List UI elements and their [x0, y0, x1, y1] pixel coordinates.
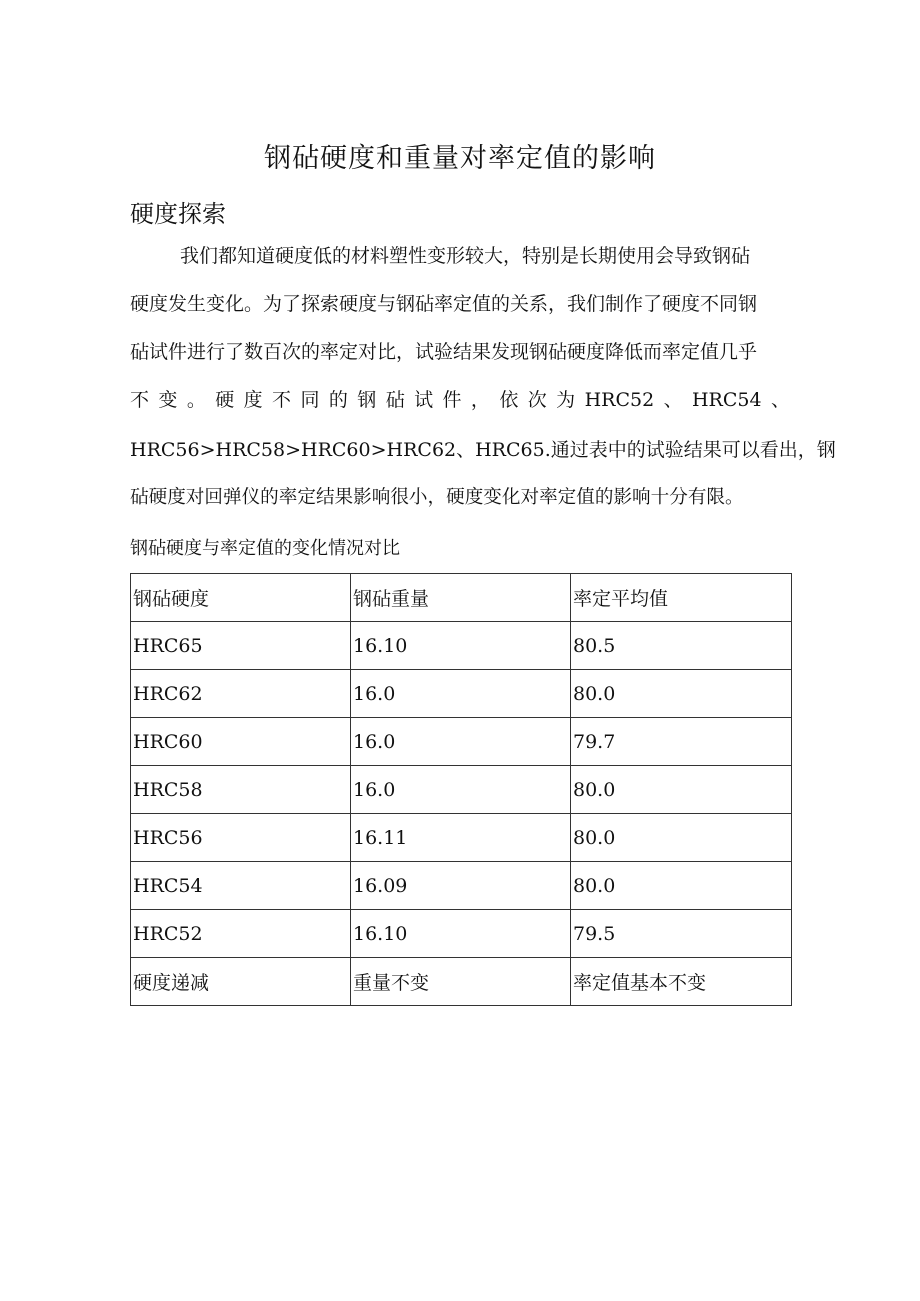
- header-cell-average: 率定平均值: [571, 574, 792, 622]
- table-cell: HRC60: [131, 718, 351, 766]
- table-cell: 80.5: [571, 622, 792, 670]
- table-cell: HRC52: [131, 910, 351, 958]
- table-cell: 79.5: [571, 910, 792, 958]
- hardness-table: [130, 573, 792, 1006]
- table-row: [131, 862, 792, 910]
- table-row: [131, 718, 792, 766]
- table-cell: HRC54: [131, 862, 351, 910]
- paragraph-line: 我们都知道硬度低的材料塑性变形较大，特别是长期使用会导致钢砧: [180, 245, 751, 267]
- document-title: 钢砧硬度和重量对率定值的影响: [264, 143, 656, 174]
- table-cell: 16.0: [351, 670, 571, 718]
- paragraph-line: 不变。硬度不同的钢砧试件，依次为HRC52、HRC54、: [130, 389, 790, 411]
- table-row: [131, 766, 792, 814]
- table-row: [131, 814, 792, 862]
- table-cell: HRC62: [131, 670, 351, 718]
- table-cell: HRC58: [131, 766, 351, 814]
- table-cell: 16.11: [351, 814, 571, 862]
- table-cell: 80.0: [571, 814, 792, 862]
- table-row: [131, 958, 792, 1006]
- paragraph-line: HRC56>HRC58>HRC60>HRC62、HRC65.通过表中的试验结果可以看出，钢: [130, 439, 836, 461]
- header-cell-hardness: 钢砧硬度: [131, 574, 351, 622]
- table-cell: 率定值基本不变: [571, 958, 792, 1006]
- table-cell: 硬度递减: [131, 958, 351, 1006]
- section-heading: 硬度探索: [130, 200, 226, 228]
- table-caption: 钢砧硬度与率定值的变化情况对比: [130, 538, 400, 559]
- table-cell: 重量不变: [351, 958, 571, 1006]
- table-row: [131, 670, 792, 718]
- paragraph-line: 硬度发生变化。为了探索硬度与钢砧率定值的关系，我们制作了硬度不同钢: [130, 293, 758, 315]
- header-cell-weight: 钢砧重量: [351, 574, 571, 622]
- table-cell: 16.09: [351, 862, 571, 910]
- paragraph-line: 砧试件进行了数百次的率定对比，试验结果发现钢砧硬度降低而率定值几乎: [130, 341, 758, 363]
- table-cell: 16.0: [351, 718, 571, 766]
- table-cell: 80.0: [571, 670, 792, 718]
- table-header-row: [131, 574, 792, 622]
- table-cell: 79.7: [571, 718, 792, 766]
- table-cell: 16.10: [351, 910, 571, 958]
- table-row: [131, 622, 792, 670]
- table-cell: HRC65: [131, 622, 351, 670]
- table-cell: 80.0: [571, 766, 792, 814]
- table-cell: HRC56: [131, 814, 351, 862]
- table-row: [131, 910, 792, 958]
- table-cell: 16.10: [351, 622, 571, 670]
- table-cell: 80.0: [571, 862, 792, 910]
- paragraph-line: 砧硬度对回弹仪的率定结果影响很小，硬度变化对率定值的影响十分有限。: [130, 487, 744, 508]
- table-cell: 16.0: [351, 766, 571, 814]
